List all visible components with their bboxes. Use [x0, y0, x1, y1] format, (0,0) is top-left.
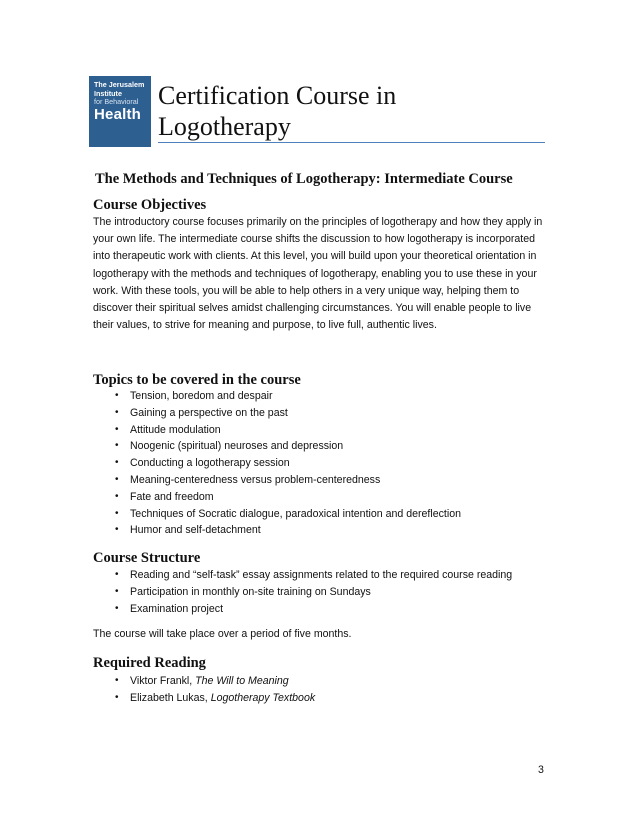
list-item — [93, 601, 512, 618]
list-item-text: Humor and self-detachment — [130, 524, 261, 537]
reading-book-title: Logotherapy Textbook — [210, 691, 316, 704]
list-item — [93, 690, 315, 707]
structure-list — [93, 567, 512, 617]
list-item-text: Fate and freedom — [130, 490, 214, 503]
list-item — [93, 489, 461, 506]
bullet-icon: • — [115, 457, 119, 469]
bullet-icon: • — [115, 602, 119, 614]
page-title — [158, 80, 396, 142]
list-item — [93, 472, 461, 489]
reading-heading: Required Reading — [93, 655, 206, 671]
reading-author: Viktor Frankl, — [130, 675, 196, 687]
objectives-body: The introductory course focuses primarily on the principles of logotherapy and how they apply in your own life. The intermediate course shifts the discussion to how logotherapy is incorporated into therapeutic work with clients. At this level, you will build upon your theoretical orientation in logotherapy with the methods and techniques of logotherapy, enabling you to use these in your work. With these tools, you will be able to help others in a very unique way, helping them to discover their spiritual selves amidst challenging circumstances. You will enable people to live their values, to strive for meaning and purpose, to live full, authentic lives. — [93, 216, 543, 332]
logo-line-3: for Behavioral — [94, 97, 139, 106]
topics-heading: Topics to be covered in the course — [93, 372, 301, 388]
list-item-text: Conducting a logotherapy session — [130, 457, 290, 470]
list-item — [93, 522, 461, 539]
bullet-icon: • — [115, 675, 119, 686]
title-divider — [158, 142, 545, 143]
bullet-icon: • — [115, 440, 119, 452]
reading-book-title: The Will to Meaning — [195, 675, 289, 687]
bullet-icon: • — [115, 473, 119, 485]
list-item-text: Participation in monthly on-site training on Sundays — [130, 585, 371, 598]
topics-list — [93, 388, 461, 539]
bullet-icon: • — [115, 490, 119, 502]
list-item — [93, 405, 461, 422]
bullet-icon: • — [115, 507, 119, 519]
list-item-text: Noogenic (spiritual) neuroses and depression — [130, 440, 344, 453]
list-item — [93, 584, 512, 601]
list-item-text: Attitude modulation — [130, 423, 221, 436]
list-item-text: Meaning-centeredness versus problem-centeredness — [130, 473, 381, 486]
list-item — [93, 673, 315, 690]
bullet-icon: • — [115, 423, 119, 435]
list-item-text: Reading and “self-task” essay assignments related to the required course reading — [130, 569, 513, 581]
list-item — [93, 506, 461, 523]
page-title-line-1: Certification Course in — [158, 81, 397, 110]
list-item-text: Tension, boredom and despair — [130, 390, 273, 402]
institute-logo — [89, 76, 151, 147]
structure-heading: Course Structure — [93, 550, 201, 566]
bullet-icon: • — [115, 585, 119, 597]
list-item-text: Gaining a perspective on the past — [130, 406, 288, 419]
bullet-icon: • — [115, 390, 119, 401]
bullet-icon: • — [115, 524, 119, 536]
logo-line-1: The Jerusalem — [94, 80, 145, 89]
list-item — [93, 567, 512, 584]
bullet-icon: • — [115, 569, 119, 580]
logo-line-2: Institute — [94, 88, 122, 98]
objectives-heading: Course Objectives — [93, 197, 207, 213]
reading-list — [93, 673, 315, 707]
list-item — [93, 455, 461, 472]
page-title-line-2: Logotherapy — [158, 112, 291, 141]
bullet-icon: • — [115, 406, 119, 418]
page-number: 3 — [538, 764, 544, 776]
structure-note: The course will take place over a period of five months. — [93, 628, 352, 640]
list-item-text: Techniques of Socratic dialogue, paradoxical intention and dereflection — [130, 507, 461, 520]
reading-author: Elizabeth Lukas, — [130, 691, 211, 704]
list-item-text: Examination project — [130, 602, 224, 615]
list-item — [93, 388, 461, 405]
course-subtitle: The Methods and Techniques of Logotherapy: Intermediate Course — [95, 171, 513, 187]
logo-line-4: Health — [94, 105, 142, 123]
list-item — [93, 422, 461, 439]
list-item — [93, 438, 461, 455]
bullet-icon: • — [115, 691, 119, 703]
